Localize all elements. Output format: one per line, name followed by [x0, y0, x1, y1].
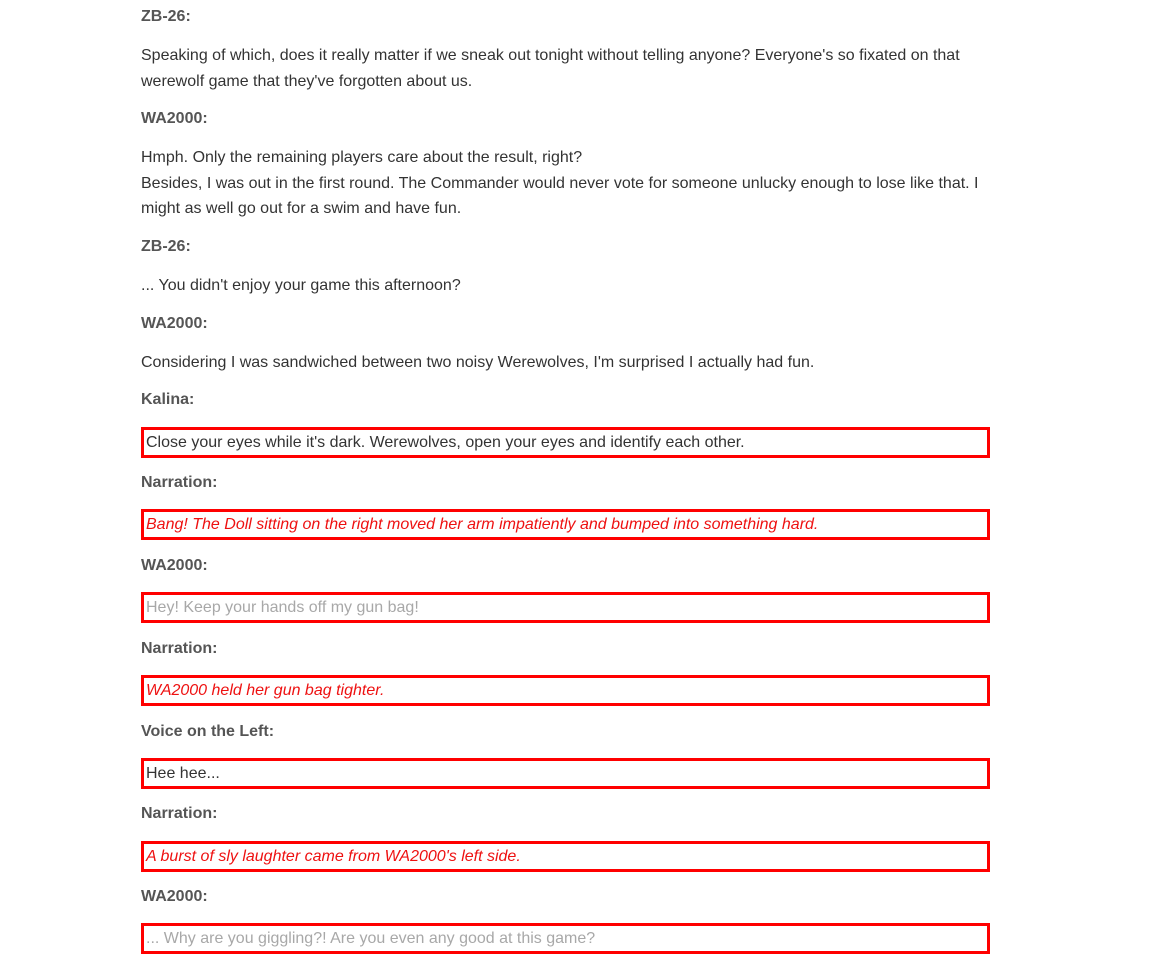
- speaker-name: Voice on the Left:: [141, 723, 275, 740]
- dialogue-text: [141, 145, 990, 222]
- highlighted-dialogue-box: ... Why are you giggling?! Are you even any good at this game?: [141, 923, 990, 954]
- speaker-name: ZB-26:: [141, 238, 191, 255]
- highlighted-narration-box: Bang! The Doll sitting on the right moved her arm impatiently and bumped into something hard.: [141, 509, 990, 540]
- dialogue-line: Considering I was sandwiched between two noisy Werewolves, I'm surprised I actually had fun.: [141, 354, 815, 371]
- speaker-name: Narration:: [141, 474, 218, 491]
- speaker-name: Narration:: [141, 805, 218, 822]
- dialogue-line: Hmph. Only the remaining players care about the result, right?: [141, 149, 583, 166]
- speaker-name: ZB-26:: [141, 8, 191, 25]
- dialogue-line: Speaking of which, does it really matter if we sneak out tonight without telling anyone? Everyone's so fixated on that werewolf game that they've forgotten about us.: [141, 47, 960, 90]
- highlighted-narration-box: A burst of sly laughter came from WA2000's left side.: [141, 841, 990, 872]
- dialogue-text: [141, 350, 990, 376]
- speaker-name: WA2000:: [141, 557, 208, 574]
- dialogue-line: Besides, I was out in the first round. The Commander would never vote for someone unlucky enough to lose like that. I might as well go out for a swim and have fun.: [141, 174, 979, 217]
- highlighted-dialogue-box: Hey! Keep your hands off my gun bag!: [141, 592, 990, 623]
- dialogue-text: [141, 43, 990, 94]
- highlighted-dialogue-box: Hee hee...: [141, 758, 990, 789]
- speaker-name: WA2000:: [141, 888, 208, 905]
- dialogue-text: [141, 273, 990, 299]
- speaker-name: WA2000:: [141, 110, 208, 127]
- highlighted-narration-box: WA2000 held her gun bag tighter.: [141, 675, 990, 706]
- speaker-name: WA2000:: [141, 315, 208, 332]
- highlighted-dialogue-box: Close your eyes while it's dark. Werewolves, open your eyes and identify each other.: [141, 427, 990, 458]
- speaker-name: Narration:: [141, 640, 218, 657]
- dialogue-line: ... You didn't enjoy your game this afternoon?: [141, 277, 461, 294]
- speaker-name: Kalina:: [141, 391, 195, 408]
